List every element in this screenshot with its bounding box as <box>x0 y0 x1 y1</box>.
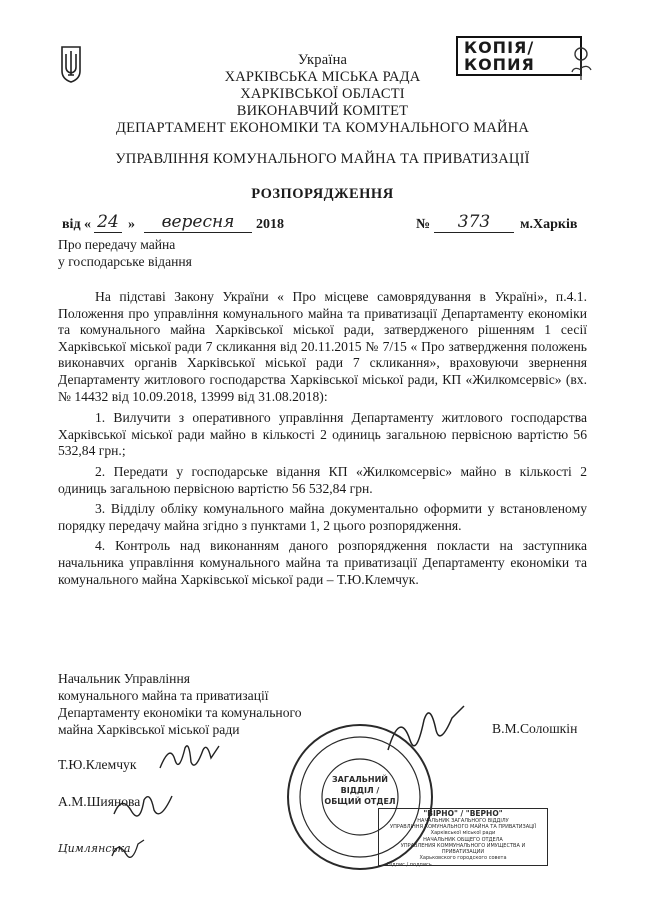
subject <box>58 236 192 270</box>
date-line <box>62 212 582 237</box>
header-committee: ВИКОНАВЧИЙ КОМІТЕТ <box>236 103 409 119</box>
copy-stamp-line2: КОПИЯ <box>464 55 535 74</box>
certified-stamp-line3: Харківської міської ради <box>430 830 496 837</box>
seal-center-line2: ВІДДІЛ / <box>340 786 380 795</box>
approval-klemchuk: Т.Ю.Клемчук <box>58 757 137 772</box>
position-line4: майна Харківської міської ради <box>58 722 240 737</box>
date-month: вересня <box>144 212 252 233</box>
certified-stamp-line5: УПРАВЛЕНИЯ КОММУНАЛЬНОГО ИМУЩЕСТВА И ПРИВАТИЗАЦИИ <box>400 842 526 856</box>
subject-line2: у господарське відання <box>58 254 192 269</box>
seal-center-line3: ОБЩИЙ ОТДЕЛ <box>324 797 396 806</box>
approval-tsymlianska: Цимлянська <box>58 842 131 855</box>
certified-stamp-line1: НАЧАЛЬНИК ЗАГАЛЬНОГО ВІДДІЛУ <box>417 818 509 824</box>
date-year: 2018 <box>256 217 284 232</box>
body-item-4: 4. Контроль над виконанням даного розпорядження покласти на заступника начальника управління комунального майна та приватизації Департаменту економіки та комунального майна Харківської міської ради – Т.Ю.Клемчук. <box>58 538 587 587</box>
signature-tsymlianska-icon <box>108 836 148 866</box>
certified-stamp-line2: УПРАВЛІННЯ КОМУНАЛЬНОГО МАЙНА ТА ПРИВАТИЗАЦІЇ <box>390 824 536 831</box>
document-header <box>0 52 645 137</box>
header-department: ДЕПАРТАМЕНТ ЕКОНОМІКИ ТА КОМУНАЛЬНОГО МАЙНА <box>115 120 530 136</box>
doc-number: 373 <box>434 212 514 233</box>
date-mid: » <box>128 217 135 232</box>
signature-shyianova-icon <box>110 786 180 826</box>
document-body <box>58 289 587 588</box>
signatory-name: В.М.Солошкін <box>492 721 578 736</box>
body-item-1: 1. Вилучити з оперативного управління Департаменту житлового господарства Харківської міської ради майно в кількості 2 одиниць загальною первісною вартістю 56 532,84 грн.; <box>58 410 587 459</box>
doc-type-title: РОЗПОРЯДЖЕННЯ <box>251 186 394 202</box>
certified-stamp-sign-label: Підпис / подпись <box>387 862 432 869</box>
seal-center-line1: ЗАГАЛЬНИЙ <box>332 775 388 784</box>
subject-line1: Про передачу майна <box>58 237 176 252</box>
body-item-2: 2. Передати у господарське відання КП «Жилкомсервіс» майно в кількості 2 одиниць загальною первісною вартістю 56 532,84 грн. <box>58 463 587 496</box>
header-directorate: УПРАВЛІННЯ КОМУНАЛЬНОГО МАЙНА ТА ПРИВАТИЗАЦІЇ <box>115 151 530 167</box>
certified-stamp-title: "ВІРНО" / "ВЕРНО" <box>423 809 503 818</box>
body-intro: На підставі Закону України « Про місцеве самоврядування в Україні», п.4.1. Положення про управління комунального майна та приватизації Департаменту економіки та комунального майна Харківської міської ради, затвердженого рішенням 1 сесії Харківської міської ради 7 скликання від 20.11.2015 № 7/15 « Про затвердження положень виконавчих органів Харківської міської ради 7 скликання», враховуючи звернення Департаменту житлового господарства Харківської міської ради, КП «Жилкомсервіс» (вх. № 14432 від 10.09.2018, 13999 від 31.08.2018): <box>58 289 587 404</box>
certified-stamp-line6: Харьковского городского совета <box>419 855 507 862</box>
city: м.Харків <box>520 217 578 232</box>
body-item-3: 3. Відділу обліку комунального майна документально оформити у встановленому порядку передачу майна згідно з пунктами 1, 2 цього розпорядження. <box>58 501 587 533</box>
position-line2: комунального майна та приватизації <box>58 688 269 703</box>
approval-shyianova: А.М.Шиянова <box>58 794 141 809</box>
header-oblast: ХАРКІВСЬКОЇ ОБЛАСТІ <box>240 86 405 102</box>
position-line1: Начальник Управління <box>58 671 190 686</box>
number-label: № <box>416 217 431 232</box>
certified-stamp <box>378 808 548 869</box>
header-council: ХАРКІВСЬКА МІСЬКА РАДА <box>224 69 421 85</box>
header-country: Україна <box>297 52 348 68</box>
copy-stamp-line1: КОПІЯ/ <box>464 38 535 57</box>
position-line3: Департаменту економіки та комунального <box>58 705 302 720</box>
date-prefix: від « <box>62 217 92 232</box>
certified-stamp-line4: НАЧАЛЬНИК ОБЩЕГО ОТДЕЛА <box>423 836 503 843</box>
signature-klemchuk-icon <box>155 738 225 778</box>
date-day: 24 <box>94 212 122 233</box>
signature-position <box>58 670 302 738</box>
